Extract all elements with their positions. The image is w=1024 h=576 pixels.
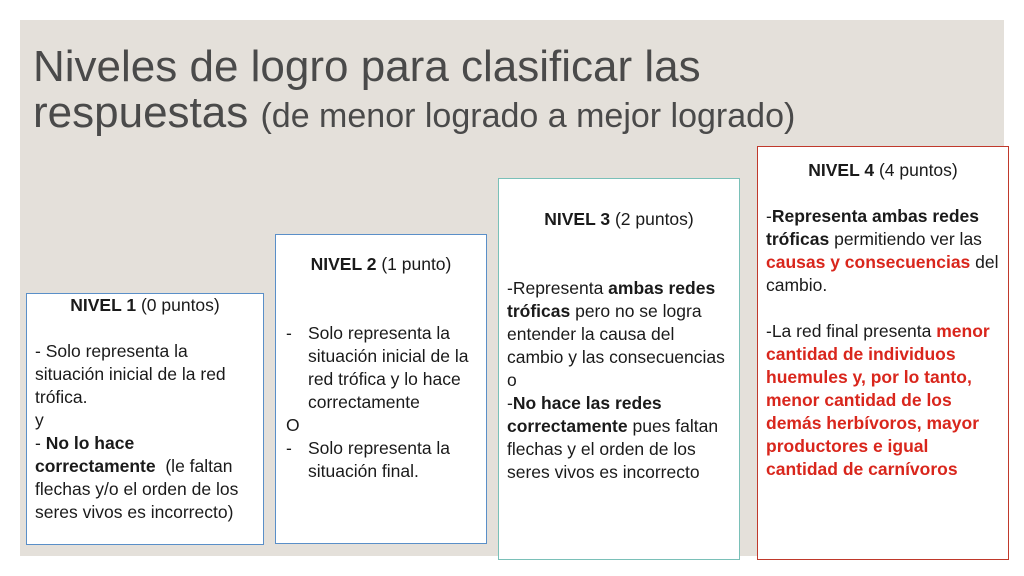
nivel-4-box: [757, 146, 1009, 560]
nivel-3-paragraph-2: -No hace las redes correctamente pues faltan flechas y el orden de los seres vivos es incorrecto: [507, 393, 719, 482]
nivel-1-text-1: - Solo representa la situación inicial de la red trófica.: [35, 341, 226, 407]
nivel-3-points: (2 puntos): [614, 209, 694, 229]
nivel-1-points: (0 puntos): [140, 295, 220, 315]
nivel-2-item-1: - Solo representa la situación inicial de la red trófica y lo hace correctamente: [286, 323, 469, 412]
nivel-3-paragraph-1: -Representa ambas redes tróficas pero no se logra entender la causa del cambio y las consecuencias: [507, 278, 725, 367]
nivel-1-label: NIVEL 1: [70, 295, 137, 315]
nivel-1-text-2: y: [35, 410, 44, 430]
nivel-4-heading: [766, 159, 1000, 182]
nivel-4-label: NIVEL 4: [808, 160, 875, 180]
nivel-3-heading: [507, 208, 731, 231]
nivel-1-heading: [35, 294, 255, 317]
nivel-1-text-3: - No lo hace correctamente (le faltan flechas y/o el orden de los seres vivos es incorrecto): [35, 433, 244, 522]
nivel-1-box: [26, 293, 264, 545]
nivel-4-points: (4 puntos): [878, 160, 958, 180]
nivel-3-separator: o: [507, 370, 517, 390]
nivel-2-item-2: - Solo representa la situación final.: [286, 438, 451, 481]
nivel-2-box: [275, 234, 487, 544]
nivel-4-paragraph-2: -La red final presenta menor cantidad de individuos huemules y, por lo tanto, menor cantidad de los demás herbívoros, mayor productores e igual cantidad de carnívoros: [766, 321, 990, 479]
slide-title: [33, 44, 833, 139]
nivel-4-paragraph-1: -Representa ambas redes tróficas permitiendo ver las causas y consecuencias del cambio.: [766, 206, 999, 295]
title-main: Niveles de logro para clasificar las respuestas: [33, 42, 701, 137]
title-subtitle: (de menor logrado a mejor logrado): [260, 97, 796, 135]
nivel-2-heading: [286, 253, 476, 276]
nivel-3-box: [498, 178, 740, 560]
nivel-2-label: NIVEL 2: [310, 254, 377, 274]
nivel-3-label: NIVEL 3: [544, 209, 611, 229]
nivel-2-separator: O: [286, 415, 300, 435]
nivel-2-points: (1 punto): [381, 254, 452, 274]
